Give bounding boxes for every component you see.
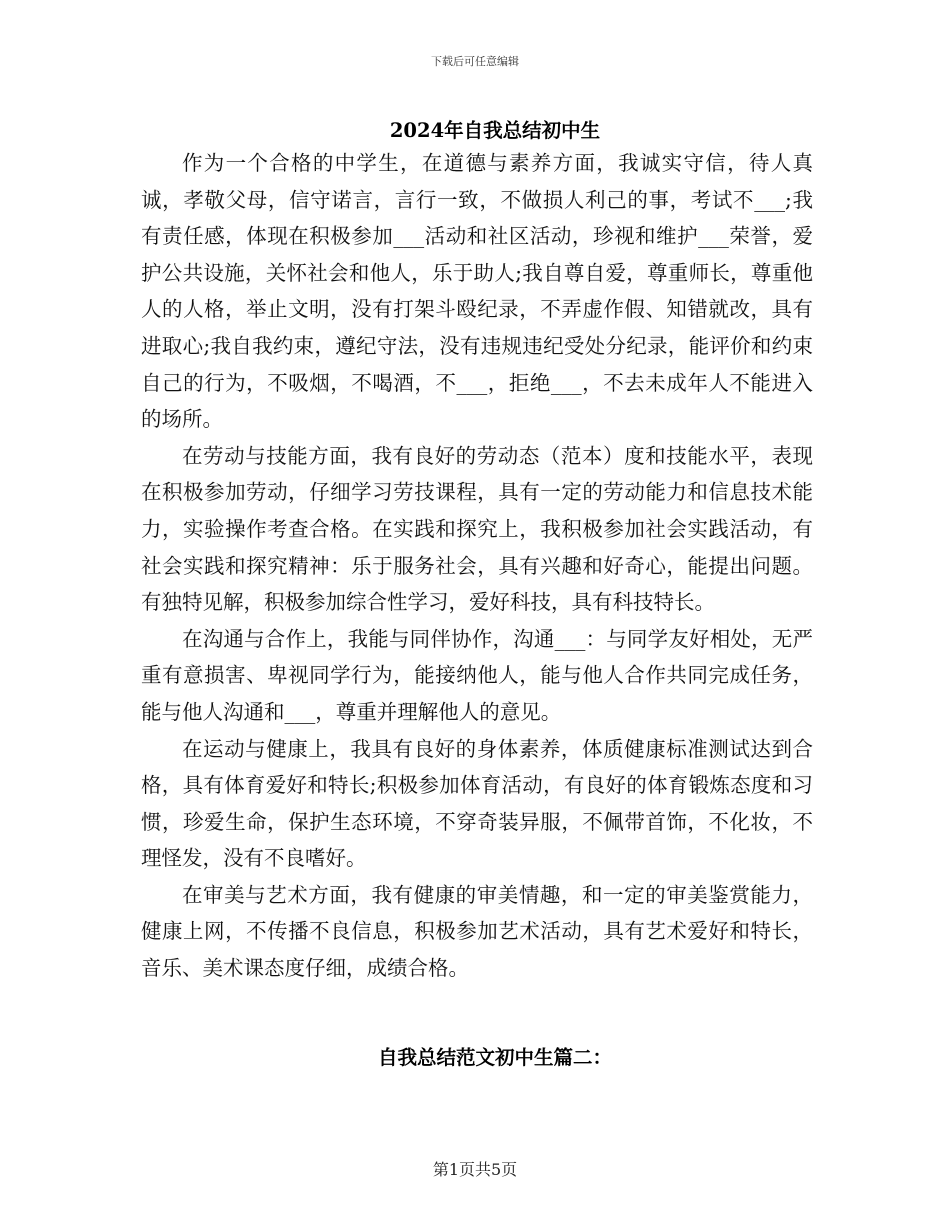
paragraph-communication: 在沟通与合作上，我能与同伴协作，沟通___：与同学友好相处，无严重有意损害、卑视同学行为，能接纳他人，能与他人合作共同完成任务，能与他人沟通和___，尊重并理解他人的意见。 <box>141 626 813 724</box>
page-number: 第1页共5页 <box>432 1160 518 1179</box>
paragraph-ethics: 作为一个合格的中学生，在道德与素养方面，我诚实守信，待人真诚，孝敬父母，信守诺言，言行一致，不做损人利己的事，考试不___;我有责任感，体现在积极参加___活动和社区活动，珍视和维护___荣誉，爱护公共设施，关怀社会和他人，乐于助人;我自尊自爱，尊重师长，尊重他人的人格，举止文明，没有打架斗殴纪录，不弄虚作假、知错就改，具有进取心;我自我约束，遵纪守法，没有违规违纪受处分纪录，能评价和约束自己的行为，不吸烟，不喝酒，不___，拒绝___，不去未成年人不能进入的场所。 <box>141 151 813 432</box>
document-body <box>141 145 813 987</box>
document-title: 2024年自我总结初中生 <box>389 119 601 142</box>
paragraph-health: 在运动与健康上，我具有良好的身体素养，体质健康标准测试达到合格，具有体育爱好和特长;积极参加体育活动，有良好的体育锻炼态度和习惯，珍爱生命，保护生态环境，不穿奇装异服，不佩带首饰，不化妆，不理怪发，没有不良嗜好。 <box>141 736 813 871</box>
header-note: 下载后可任意编辑 <box>431 55 519 68</box>
section-heading: 自我总结范文初中生篇二： <box>377 1046 612 1069</box>
paragraph-labor-skills: 在劳动与技能方面，我有良好的劳动态（范本）度和技能水平，表现在积极参加劳动，仔细学习劳技课程，具有一定的劳动能力和信息技术能力，实验操作考查合格。在实践和探究上，我积极参加社会实践活动，有社会实践和探究精神：乐于服务社会，具有兴趣和好奇心，能提出问题。有独特见解，积极参加综合性学习，爱好科技，具有科技特长。 <box>141 443 813 615</box>
paragraph-aesthetics: 在审美与艺术方面，我有健康的审美情趣，和一定的审美鉴赏能力，健康上网，不传播不良信息，积极参加艺术活动，具有艺术爱好和特长，音乐、美术课态度仔细，成绩合格。 <box>141 882 813 981</box>
